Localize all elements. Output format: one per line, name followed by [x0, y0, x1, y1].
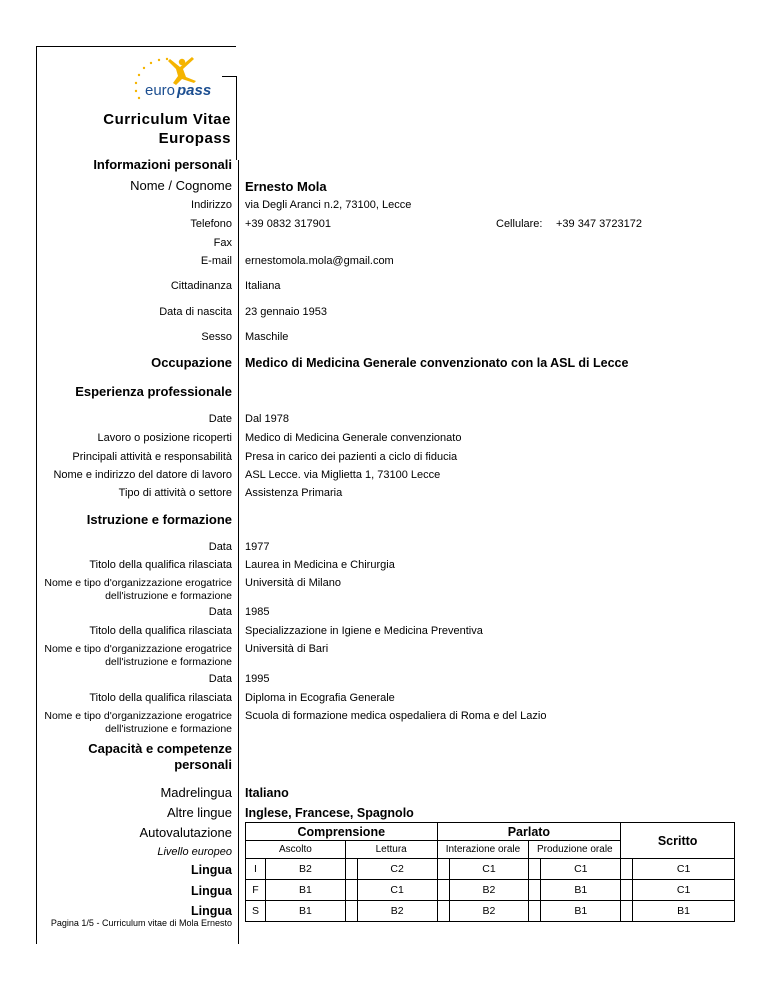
subheader-spoken-production: Produzione orale	[529, 841, 621, 859]
european-level-label: Livello europeo	[157, 846, 232, 858]
exp-duties-value: Presa in carico dei pazienti a ciclo di fiducia	[245, 451, 458, 463]
table-row	[246, 880, 735, 901]
occupation-value: Medico di Medicina Generale convenzionato con la ASL di Lecce	[245, 356, 629, 370]
document-title	[103, 110, 231, 148]
level-code-cell	[345, 880, 357, 901]
skills-heading-line-1: Capacità e competenze	[88, 741, 232, 756]
lang-row-1-label: Lingua	[191, 863, 232, 877]
table-row	[246, 859, 735, 880]
level-code-cell	[621, 901, 633, 922]
level-code-cell	[529, 859, 541, 880]
name-label: Nome / Cognome	[130, 178, 232, 193]
email-label: E-mail	[200, 255, 232, 267]
europass-logo	[130, 55, 240, 100]
europass-figure-icon	[168, 57, 196, 85]
address-value: via Degli Aranci n.2, 73100, Lecce	[245, 199, 412, 211]
edu-1-title-label: Titolo della qualifica rilasciata	[89, 559, 232, 571]
subheader-listening: Ascolto	[246, 841, 346, 859]
edu-1-date-label: Data	[208, 541, 232, 553]
phone-label: Telefono	[190, 218, 232, 230]
edu-2-date-value: 1985	[245, 606, 270, 618]
exp-role-value: Medico di Medicina Generale convenzionato	[245, 432, 462, 444]
occupation-label: Occupazione	[151, 355, 232, 370]
sex-value: Maschile	[245, 331, 289, 343]
level-cell: B2	[265, 859, 345, 880]
mobile-label: Cellulare:	[496, 218, 543, 230]
citizenship-value: Italiana	[245, 280, 281, 292]
title-line-1: Curriculum Vitae	[103, 111, 231, 128]
exp-date-label: Date	[208, 413, 232, 425]
mother-tongue-label: Madrelingua	[160, 785, 232, 800]
edu-3-org-value: Scuola di formazione medica ospedaliera di Roma e del Lazio	[245, 710, 547, 722]
edu-1-date-value: 1977	[245, 541, 270, 553]
exp-role-label: Lavoro o posizione ricoperti	[97, 432, 232, 444]
lang-row-3-label: Lingua	[191, 904, 232, 918]
other-languages-label: Altre lingue	[166, 805, 232, 820]
sex-label: Sesso	[201, 331, 232, 343]
level-cell: B1	[265, 880, 345, 901]
skills-heading-line-2: personali	[174, 757, 232, 772]
logo-rule-vertical	[236, 76, 237, 160]
level-cell: C1	[633, 859, 735, 880]
level-cell: B2	[449, 880, 529, 901]
level-cell: B1	[541, 880, 621, 901]
edu-3-date-label: Data	[208, 673, 232, 685]
citizenship-label: Cittadinanza	[170, 280, 232, 292]
edu-3-date-value: 1995	[245, 673, 270, 685]
column-divider	[238, 160, 239, 944]
phone-value: +39 0832 317901	[245, 218, 331, 230]
self-assessment-label: Autovalutazione	[139, 825, 232, 840]
table-group-header-row	[246, 823, 735, 841]
edu-2-title-value: Specializzazione in Igiene e Medicina Preventiva	[245, 625, 483, 637]
education-heading: Istruzione e formazione	[86, 512, 232, 527]
level-code-cell	[345, 859, 357, 880]
level-cell: B1	[265, 901, 345, 922]
other-languages-value: Inglese, Francese, Spagnolo	[245, 806, 414, 820]
edu-3-org-label: Nome e tipo d'organizzazione erogatrice dell'istruzione e formazione	[44, 710, 232, 735]
svg-text:euro: euro	[145, 82, 176, 99]
level-cell: B1	[633, 901, 735, 922]
subheader-reading: Lettura	[345, 841, 437, 859]
level-code-cell	[529, 901, 541, 922]
page-footer: Pagina 1/5 - Curriculum vitae di Mola Ernesto	[50, 918, 232, 928]
edu-1-title-value: Laurea in Medicina e Chirurgia	[245, 559, 395, 571]
edu-3-title-value: Diploma in Ecografia Generale	[245, 692, 395, 704]
level-code-cell	[437, 901, 449, 922]
skills-heading	[88, 741, 232, 773]
level-code-cell	[529, 880, 541, 901]
language-table	[245, 822, 735, 922]
mother-tongue-value: Italiano	[245, 786, 289, 800]
experience-heading: Esperienza professionale	[75, 384, 232, 399]
level-cell: B2	[357, 901, 437, 922]
level-code-cell	[437, 859, 449, 880]
frame-top-border	[36, 46, 236, 47]
exp-date-value: Dal 1978	[245, 413, 290, 425]
edu-2-title-label: Titolo della qualifica rilasciata	[89, 625, 232, 637]
exp-sector-value: Assistenza Primaria	[245, 487, 343, 499]
personal-heading: Informazioni personali	[93, 157, 232, 172]
edu-2-date-label: Data	[208, 606, 232, 618]
fax-label: Fax	[213, 237, 232, 249]
lang-row-2-label: Lingua	[191, 884, 232, 898]
svg-text:pass: pass	[177, 82, 212, 99]
level-code-cell	[621, 859, 633, 880]
level-cell: B1	[541, 901, 621, 922]
logo-rule-horizontal	[222, 76, 237, 77]
title-line-2: Europass	[158, 130, 231, 147]
table-row	[246, 901, 735, 922]
level-cell: C1	[633, 880, 735, 901]
group-speaking: Parlato	[437, 823, 621, 841]
exp-employer-value: ASL Lecce. via Miglietta 1, 73100 Lecce	[245, 469, 441, 481]
level-code-cell	[437, 880, 449, 901]
edu-2-org-label: Nome e tipo d'organizzazione erogatrice dell'istruzione e formazione	[44, 643, 232, 668]
level-cell: C1	[449, 859, 529, 880]
exp-duties-label: Principali attività e responsabilità	[72, 451, 232, 463]
lang-code: I	[246, 859, 266, 880]
exp-employer-label: Nome e indirizzo del datore di lavoro	[53, 469, 232, 481]
group-comprehension: Comprensione	[246, 823, 438, 841]
exp-sector-label: Tipo di attività o settore	[118, 487, 232, 499]
group-writing: Scritto	[621, 823, 735, 859]
level-code-cell	[621, 880, 633, 901]
level-code-cell	[345, 901, 357, 922]
birth-label: Data di nascita	[159, 306, 232, 318]
email-value: ernestomola.mola@gmail.com	[245, 255, 394, 267]
edu-1-org-label: Nome e tipo d'organizzazione erogatrice dell'istruzione e formazione	[44, 577, 232, 602]
level-cell: C1	[541, 859, 621, 880]
frame-left-border	[36, 46, 37, 944]
mobile-value: +39 347 3723172	[556, 218, 642, 230]
level-cell: C2	[357, 859, 437, 880]
birth-value: 23 gennaio 1953	[245, 306, 327, 318]
lang-code: S	[246, 901, 266, 922]
level-cell: C1	[357, 880, 437, 901]
edu-1-org-value: Università di Milano	[245, 577, 341, 589]
level-cell: B2	[449, 901, 529, 922]
lang-code: F	[246, 880, 266, 901]
name-value: Ernesto Mola	[245, 179, 327, 194]
edu-3-title-label: Titolo della qualifica rilasciata	[89, 692, 232, 704]
subheader-spoken-interaction: Interazione orale	[437, 841, 529, 859]
edu-2-org-value: Università di Bari	[245, 643, 329, 655]
address-label: Indirizzo	[191, 199, 232, 211]
